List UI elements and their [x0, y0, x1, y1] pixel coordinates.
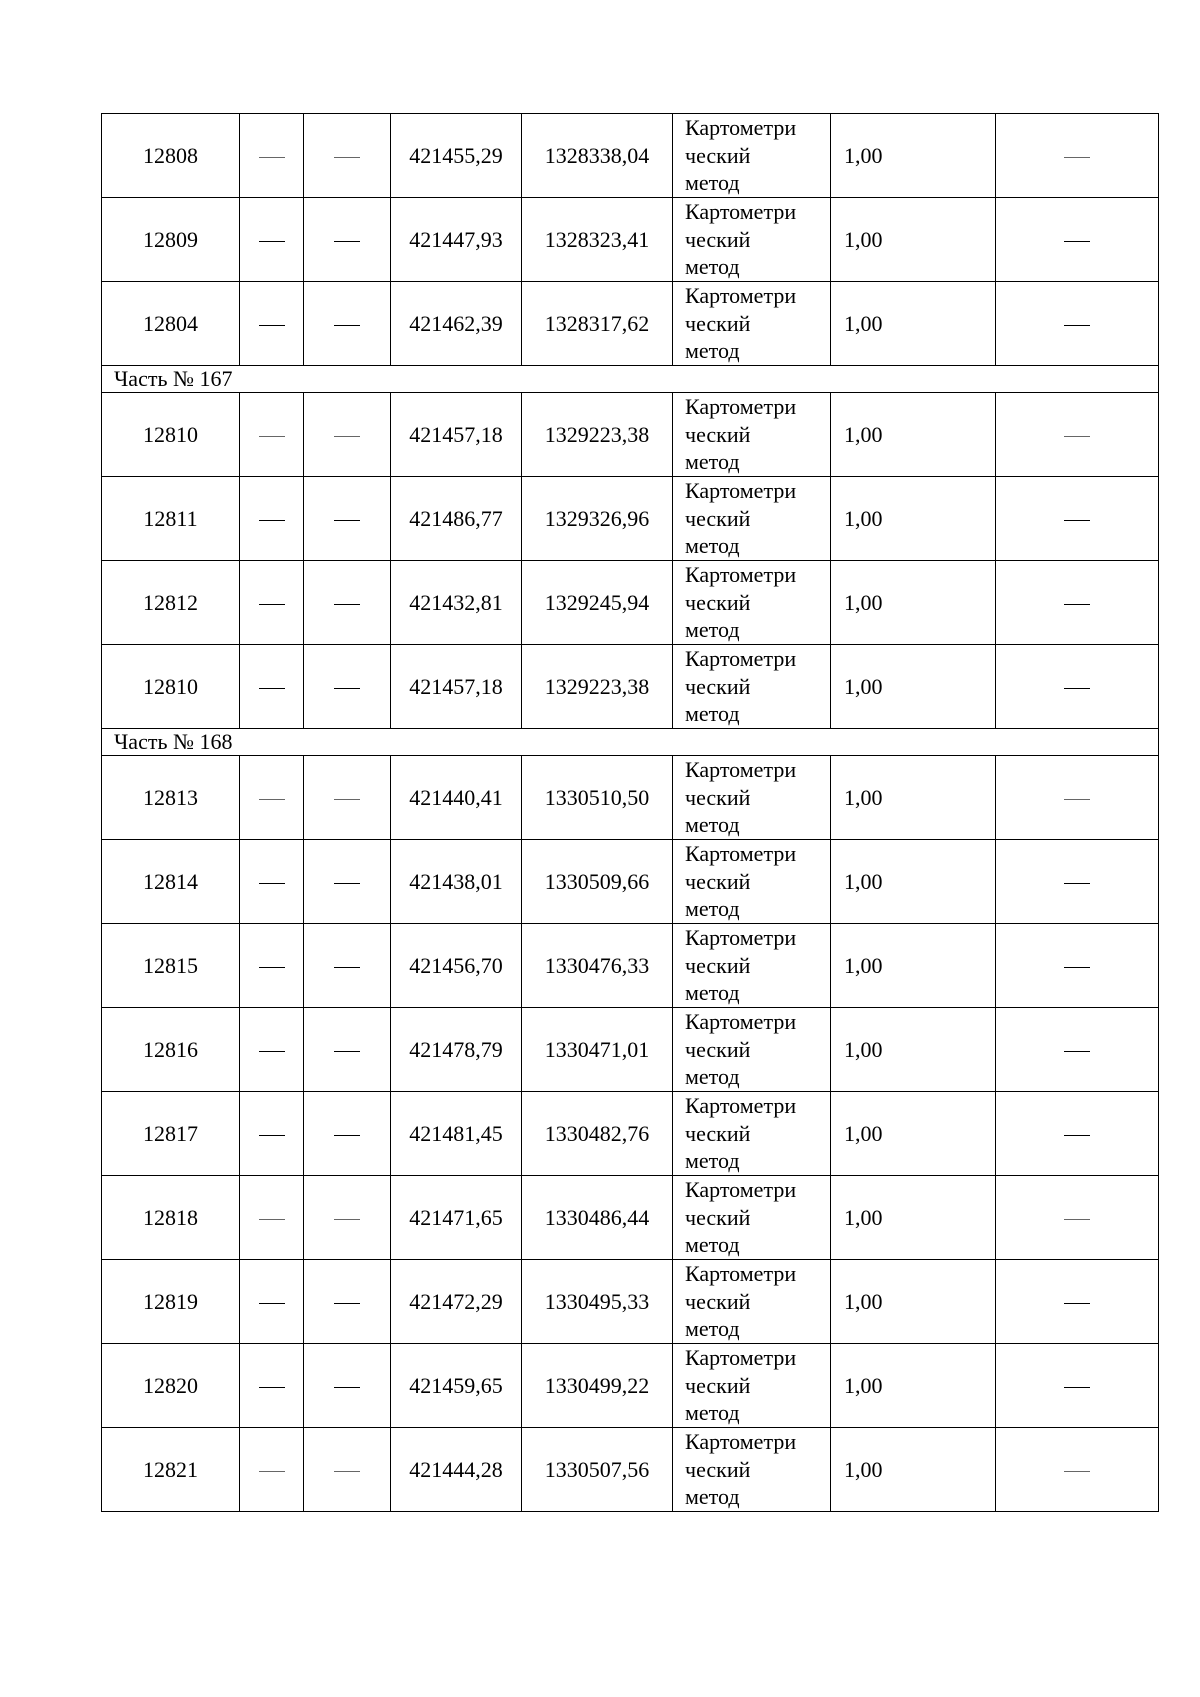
method-cell [673, 198, 831, 282]
method-text-line: метод [685, 812, 740, 838]
dash-mark [1064, 967, 1090, 968]
dash-mark [259, 799, 285, 800]
method-text-line: метод [685, 533, 740, 559]
dash-mark [259, 157, 285, 158]
accuracy-cell: 1,00 [831, 645, 996, 729]
old-x-cell [240, 561, 304, 645]
method-text-line: Картометри [685, 757, 797, 783]
accuracy-cell: 1,00 [831, 756, 996, 840]
dash-mark [334, 1135, 360, 1136]
method-text-line: метод [685, 1148, 740, 1174]
dash-mark [334, 1051, 360, 1052]
x-coordinate-cell: 421457,18 [391, 645, 522, 729]
method-text-line: метод [685, 449, 740, 475]
method-cell [673, 1428, 831, 1512]
point-number-cell: 12812 [102, 561, 240, 645]
accuracy-cell: 1,00 [831, 477, 996, 561]
section-title: Часть № 168 [102, 729, 1159, 756]
method-cell [673, 1176, 831, 1260]
point-number-cell: 12817 [102, 1092, 240, 1176]
dash-mark [259, 241, 285, 242]
dash-mark [1064, 1387, 1090, 1388]
old-y-cell [304, 924, 391, 1008]
old-y-cell [304, 198, 391, 282]
dash-mark [1064, 1135, 1090, 1136]
method-text-line: ческий [685, 1456, 751, 1482]
dash-mark [1064, 241, 1090, 242]
method-cell [673, 1008, 831, 1092]
dash-mark [259, 1051, 285, 1052]
dash-mark [1064, 1303, 1090, 1304]
point-number-cell: 12813 [102, 756, 240, 840]
accuracy-cell: 1,00 [831, 1260, 996, 1344]
table-row [102, 1092, 1159, 1176]
dash-mark [259, 1219, 285, 1220]
method-text-line: ческий [685, 1204, 751, 1230]
method-text-line: Картометри [685, 115, 797, 141]
dash-mark [259, 436, 285, 437]
dash-mark [334, 883, 360, 884]
method-text-line: Картометри [685, 646, 797, 672]
old-x-cell [240, 198, 304, 282]
dash-mark [1064, 799, 1090, 800]
old-y-cell [304, 840, 391, 924]
description-cell [996, 1176, 1159, 1260]
old-x-cell [240, 1008, 304, 1092]
y-coordinate-cell: 1330507,56 [522, 1428, 673, 1512]
x-coordinate-cell: 421456,70 [391, 924, 522, 1008]
dash-mark [259, 1135, 285, 1136]
accuracy-cell: 1,00 [831, 1176, 996, 1260]
description-cell [996, 924, 1159, 1008]
method-cell [673, 645, 831, 729]
coordinates-table [101, 113, 1159, 1512]
accuracy-cell: 1,00 [831, 1008, 996, 1092]
x-coordinate-cell: 421444,28 [391, 1428, 522, 1512]
dash-mark [334, 604, 360, 605]
x-coordinate-cell: 421486,77 [391, 477, 522, 561]
table-row [102, 1176, 1159, 1260]
old-x-cell [240, 477, 304, 561]
x-coordinate-cell: 421471,65 [391, 1176, 522, 1260]
dash-mark [1064, 325, 1090, 326]
description-cell [996, 1260, 1159, 1344]
description-cell [996, 198, 1159, 282]
method-text-line: Картометри [685, 394, 797, 420]
table-row [102, 198, 1159, 282]
description-cell [996, 477, 1159, 561]
dash-mark [334, 157, 360, 158]
method-text-line: Картометри [685, 1345, 797, 1371]
method-text-line: ческий [685, 1036, 751, 1062]
old-x-cell [240, 1260, 304, 1344]
table-row [102, 1008, 1159, 1092]
dash-mark [1064, 1471, 1090, 1472]
method-cell [673, 114, 831, 198]
y-coordinate-cell: 1328338,04 [522, 114, 673, 198]
accuracy-cell: 1,00 [831, 198, 996, 282]
method-text-line: ческий [685, 1120, 751, 1146]
method-cell [673, 561, 831, 645]
method-text-line: ческий [685, 1372, 751, 1398]
section-row [102, 366, 1159, 393]
table-row [102, 393, 1159, 477]
old-y-cell [304, 114, 391, 198]
y-coordinate-cell: 1328323,41 [522, 198, 673, 282]
method-text-line: метод [685, 1484, 740, 1510]
old-y-cell [304, 477, 391, 561]
dash-mark [334, 1471, 360, 1472]
dash-mark [259, 1303, 285, 1304]
description-cell [996, 1008, 1159, 1092]
method-cell [673, 1260, 831, 1344]
dash-mark [259, 688, 285, 689]
method-text-line: Картометри [685, 1177, 797, 1203]
description-cell [996, 393, 1159, 477]
accuracy-cell: 1,00 [831, 1344, 996, 1428]
x-coordinate-cell: 421455,29 [391, 114, 522, 198]
old-x-cell [240, 924, 304, 1008]
dash-mark [334, 520, 360, 521]
point-number-cell: 12818 [102, 1176, 240, 1260]
method-text-line: метод [685, 1232, 740, 1258]
accuracy-cell: 1,00 [831, 1428, 996, 1512]
method-text-line: ческий [685, 784, 751, 810]
method-text-line: ческий [685, 589, 751, 615]
x-coordinate-cell: 421462,39 [391, 282, 522, 366]
method-text-line: Картометри [685, 1429, 797, 1455]
dash-mark [334, 688, 360, 689]
x-coordinate-cell: 421432,81 [391, 561, 522, 645]
description-cell [996, 645, 1159, 729]
description-cell [996, 1428, 1159, 1512]
method-text-line: метод [685, 980, 740, 1006]
dash-mark [1064, 883, 1090, 884]
description-cell [996, 840, 1159, 924]
method-text-line: метод [685, 1316, 740, 1342]
dash-mark [1064, 688, 1090, 689]
table-row [102, 114, 1159, 198]
method-text-line: Картометри [685, 199, 797, 225]
dash-mark [1064, 436, 1090, 437]
method-cell [673, 756, 831, 840]
method-cell [673, 393, 831, 477]
method-text-line: метод [685, 338, 740, 364]
dash-mark [1064, 157, 1090, 158]
dash-mark [1064, 604, 1090, 605]
accuracy-cell: 1,00 [831, 282, 996, 366]
dash-mark [259, 967, 285, 968]
table-row [102, 282, 1159, 366]
dash-mark [1064, 1219, 1090, 1220]
table-row [102, 1344, 1159, 1428]
dash-mark [259, 604, 285, 605]
method-text-line: ческий [685, 310, 751, 336]
table-row [102, 561, 1159, 645]
accuracy-cell: 1,00 [831, 924, 996, 1008]
old-y-cell [304, 1008, 391, 1092]
old-x-cell [240, 840, 304, 924]
method-text-line: ческий [685, 1288, 751, 1314]
old-y-cell [304, 1092, 391, 1176]
description-cell [996, 1344, 1159, 1428]
method-text-line: Картометри [685, 1093, 797, 1119]
old-x-cell [240, 1176, 304, 1260]
x-coordinate-cell: 421472,29 [391, 1260, 522, 1344]
accuracy-cell: 1,00 [831, 1092, 996, 1176]
dash-mark [259, 325, 285, 326]
x-coordinate-cell: 421459,65 [391, 1344, 522, 1428]
coordinates-table-body [102, 114, 1159, 1512]
description-cell [996, 1092, 1159, 1176]
method-text-line: метод [685, 254, 740, 280]
y-coordinate-cell: 1330476,33 [522, 924, 673, 1008]
point-number-cell: 12808 [102, 114, 240, 198]
old-y-cell [304, 561, 391, 645]
method-text-line: ческий [685, 142, 751, 168]
accuracy-cell: 1,00 [831, 114, 996, 198]
method-cell [673, 1092, 831, 1176]
point-number-cell: 12820 [102, 1344, 240, 1428]
point-number-cell: 12804 [102, 282, 240, 366]
table-row [102, 1428, 1159, 1512]
dash-mark [334, 241, 360, 242]
point-number-cell: 12811 [102, 477, 240, 561]
old-x-cell [240, 282, 304, 366]
old-y-cell [304, 756, 391, 840]
dash-mark [334, 799, 360, 800]
method-text-line: ческий [685, 226, 751, 252]
section-row [102, 729, 1159, 756]
old-x-cell [240, 114, 304, 198]
y-coordinate-cell: 1330471,01 [522, 1008, 673, 1092]
dash-mark [259, 883, 285, 884]
old-y-cell [304, 1176, 391, 1260]
method-text-line: Картометри [685, 562, 797, 588]
x-coordinate-cell: 421457,18 [391, 393, 522, 477]
point-number-cell: 12810 [102, 645, 240, 729]
table-row [102, 477, 1159, 561]
method-text-line: метод [685, 617, 740, 643]
method-text-line: метод [685, 1064, 740, 1090]
method-text-line: Картометри [685, 1009, 797, 1035]
method-text-line: ческий [685, 868, 751, 894]
method-text-line: ческий [685, 952, 751, 978]
method-cell [673, 924, 831, 1008]
accuracy-cell: 1,00 [831, 393, 996, 477]
accuracy-cell: 1,00 [831, 840, 996, 924]
old-y-cell [304, 1344, 391, 1428]
method-cell [673, 477, 831, 561]
dash-mark [259, 520, 285, 521]
old-x-cell [240, 645, 304, 729]
table-row [102, 840, 1159, 924]
y-coordinate-cell: 1330509,66 [522, 840, 673, 924]
section-title: Часть № 167 [102, 366, 1159, 393]
dash-mark [259, 1471, 285, 1472]
dash-mark [334, 1303, 360, 1304]
point-number-cell: 12821 [102, 1428, 240, 1512]
y-coordinate-cell: 1329223,38 [522, 393, 673, 477]
y-coordinate-cell: 1330486,44 [522, 1176, 673, 1260]
old-y-cell [304, 1428, 391, 1512]
point-number-cell: 12814 [102, 840, 240, 924]
method-text-line: ческий [685, 505, 751, 531]
table-row [102, 924, 1159, 1008]
dash-mark [259, 1387, 285, 1388]
x-coordinate-cell: 421438,01 [391, 840, 522, 924]
dash-mark [334, 436, 360, 437]
dash-mark [334, 1387, 360, 1388]
method-text-line: Картометри [685, 1261, 797, 1287]
method-text-line: ческий [685, 421, 751, 447]
dash-mark [1064, 1051, 1090, 1052]
old-x-cell [240, 393, 304, 477]
method-text-line: ческий [685, 673, 751, 699]
method-text-line: метод [685, 896, 740, 922]
method-text-line: Картометри [685, 478, 797, 504]
old-y-cell [304, 282, 391, 366]
description-cell [996, 114, 1159, 198]
point-number-cell: 12819 [102, 1260, 240, 1344]
y-coordinate-cell: 1329223,38 [522, 645, 673, 729]
old-y-cell [304, 1260, 391, 1344]
x-coordinate-cell: 421481,45 [391, 1092, 522, 1176]
table-row [102, 756, 1159, 840]
point-number-cell: 12810 [102, 393, 240, 477]
y-coordinate-cell: 1330495,33 [522, 1260, 673, 1344]
method-text-line: Картометри [685, 283, 797, 309]
point-number-cell: 12816 [102, 1008, 240, 1092]
method-text-line: метод [685, 1400, 740, 1426]
y-coordinate-cell: 1330499,22 [522, 1344, 673, 1428]
x-coordinate-cell: 421447,93 [391, 198, 522, 282]
old-x-cell [240, 756, 304, 840]
description-cell [996, 282, 1159, 366]
old-x-cell [240, 1092, 304, 1176]
point-number-cell: 12809 [102, 198, 240, 282]
point-number-cell: 12815 [102, 924, 240, 1008]
description-cell [996, 561, 1159, 645]
y-coordinate-cell: 1330510,50 [522, 756, 673, 840]
method-cell [673, 840, 831, 924]
table-row [102, 645, 1159, 729]
accuracy-cell: 1,00 [831, 561, 996, 645]
y-coordinate-cell: 1330482,76 [522, 1092, 673, 1176]
method-cell [673, 282, 831, 366]
x-coordinate-cell: 421440,41 [391, 756, 522, 840]
method-text-line: Картометри [685, 925, 797, 951]
table-row [102, 1260, 1159, 1344]
y-coordinate-cell: 1328317,62 [522, 282, 673, 366]
description-cell [996, 756, 1159, 840]
method-text-line: метод [685, 170, 740, 196]
dash-mark [334, 967, 360, 968]
dash-mark [1064, 520, 1090, 521]
method-text-line: Картометри [685, 841, 797, 867]
y-coordinate-cell: 1329245,94 [522, 561, 673, 645]
dash-mark [334, 1219, 360, 1220]
old-x-cell [240, 1344, 304, 1428]
y-coordinate-cell: 1329326,96 [522, 477, 673, 561]
old-y-cell [304, 393, 391, 477]
dash-mark [334, 325, 360, 326]
method-cell [673, 1344, 831, 1428]
x-coordinate-cell: 421478,79 [391, 1008, 522, 1092]
method-text-line: метод [685, 701, 740, 727]
old-y-cell [304, 645, 391, 729]
old-x-cell [240, 1428, 304, 1512]
